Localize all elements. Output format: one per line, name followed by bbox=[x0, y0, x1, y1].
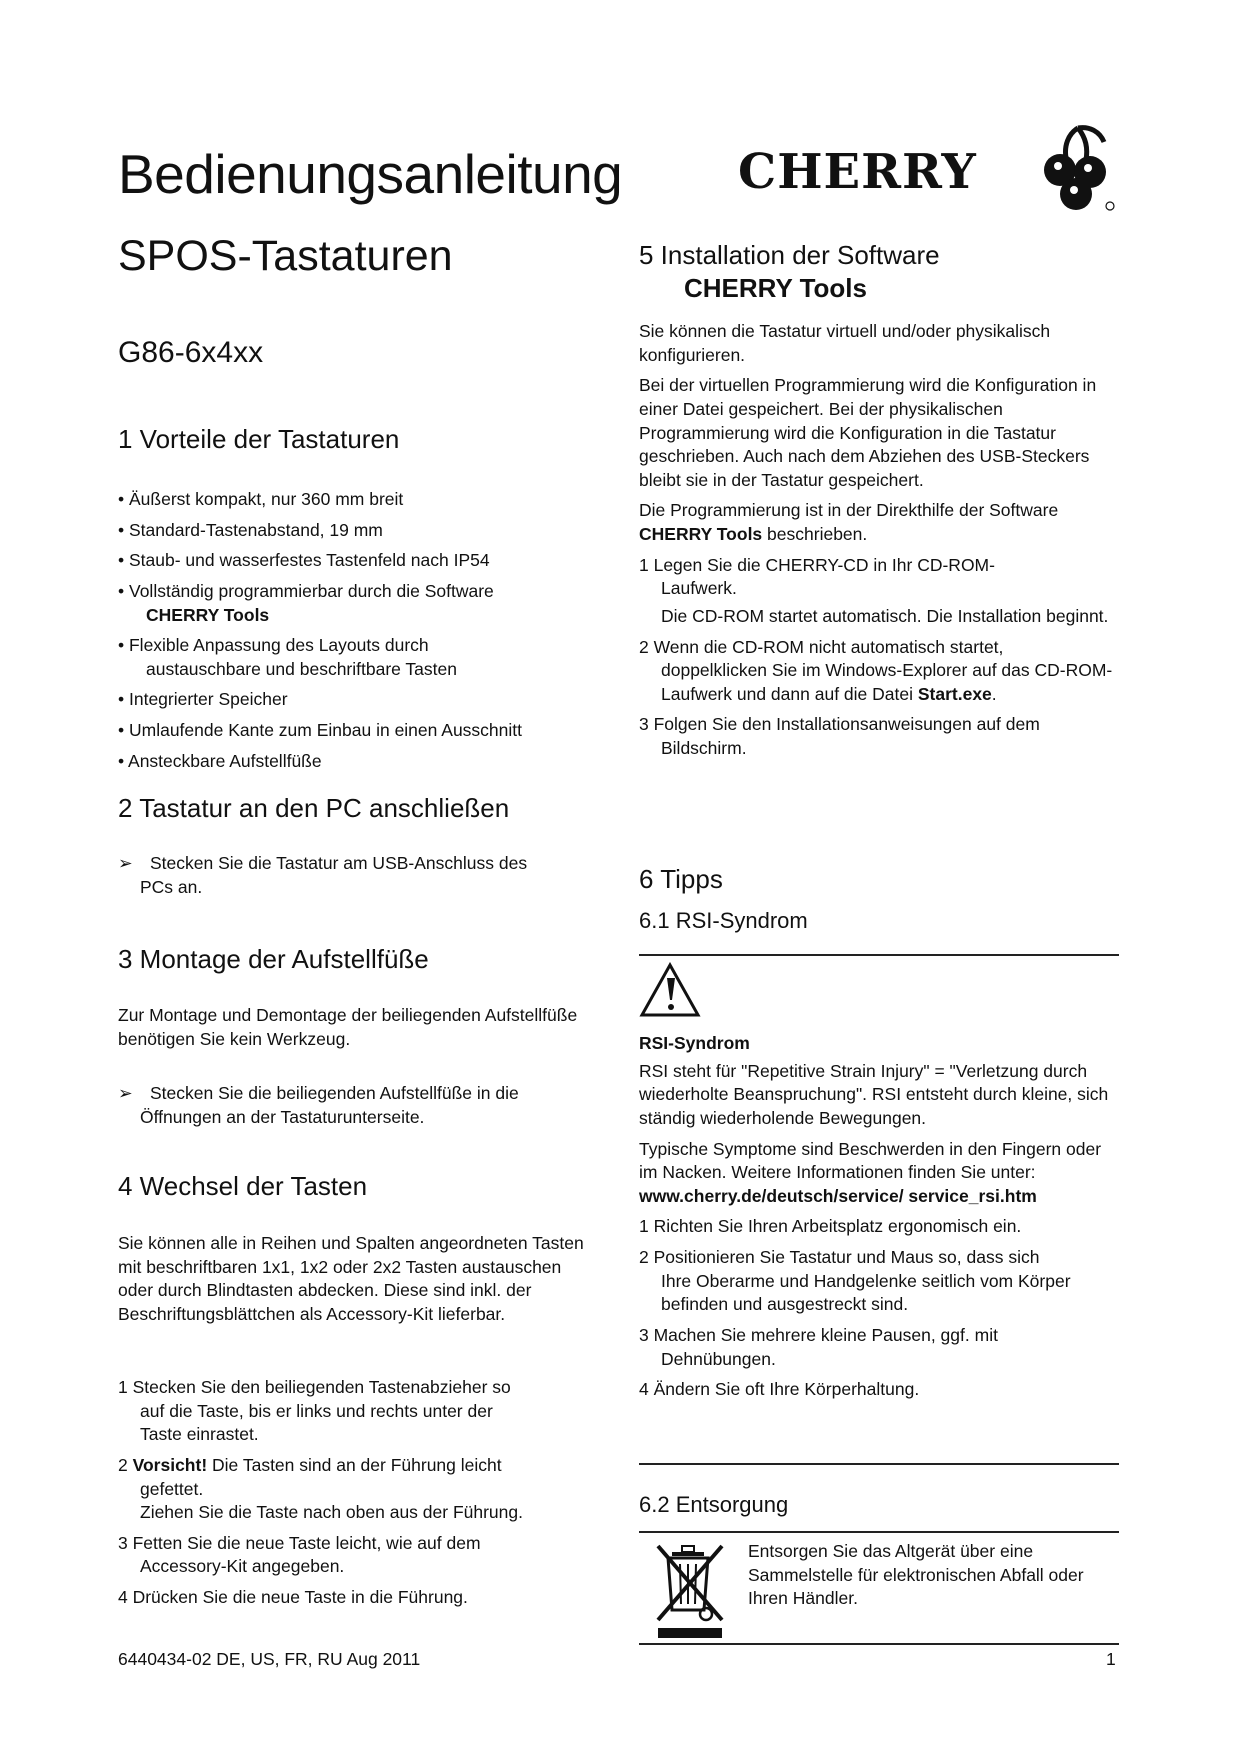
section6-1-heading: 6.1 RSI-Syndrom bbox=[639, 908, 808, 933]
model-number: G86-6x4xx bbox=[118, 336, 264, 369]
weee-bin-icon bbox=[652, 1538, 730, 1642]
section5-body: Sie können die Tastatur virtuell und/oder physikalisch konfigurieren. Bei der virtuellen Programmierung wird die Konfiguration in einer Datei gespeichert. Bei der physikalischen Programmierung wird die Konfiguration in die Tastatur geschrieben. Auch nach dem Abziehen des USB-Steckers bleibt sie in der Tastatur gespeichert. Die Programmierung ist in der Direkthilfe der Software CHERRY Tools beschrieben. 1 Legen Sie die CHERRY-CD in Ihr CD-ROM- Laufwerk. Die CD-ROM startet automatisch. Die Installation beginnt. 2 Wenn die CD-ROM nicht automatisch startet, doppelklicken Sie im Windows-Explorer auf das CD-ROM-Laufwerk und dann auf die Datei Start.exe. 3 Folgen Sie den Installationsanweisungen auf dem Bildschirm. bbox=[639, 321, 1113, 758]
section5-heading: 5 Installation der Software CHERRY Tools bbox=[639, 240, 940, 303]
list-item: • Ansteckbare Aufstellfüße bbox=[118, 750, 322, 771]
list-item: • Staub- und wasserfestes Tastenfeld nach IP54 bbox=[118, 550, 490, 571]
section1-bullets bbox=[118, 488, 598, 780]
list-item: • Flexible Anpassung des Layouts durch bbox=[118, 635, 429, 656]
list-item: • Umlaufende Kante zum Einbau in einen Ausschnitt bbox=[118, 720, 523, 740]
arrow-icon: ➢ bbox=[118, 853, 133, 873]
section6-1-body: RSI-Syndrom RSI steht für "Repetitive Strain Injury" = "Verletzung durch wiederholte Beanspruchung". RSI entsteht durch kleine, sich ständig wiederholende Bewegungen. Typische Symptome sind Beschwerden in den Fingern oder im Nacken. Weitere Informationen finden Sie unter: www.cherry.de/deutsch/service/ service_rsi.htm 1 Richten Sie Ihren Arbeitsplatz ergonomisch ein. 2 Positionieren Sie Tastatur und Maus so, dass sich Ihre Oberarme und Handgelenke seitlich vom Körper befinden und ausgestreckt sind. 3 Machen Sie mehrere kleine Pausen, ggf. mit Dehnübungen. 4 Ändern Sie oft Ihre Körperhaltung. bbox=[639, 1033, 1109, 1400]
page-number: 1 bbox=[1106, 1649, 1116, 1669]
section3-intro: Zur Montage und Demontage der beiliegenden Aufstellfüße benötigen Sie kein Werkzeug. bbox=[118, 1005, 578, 1049]
divider bbox=[639, 1463, 1119, 1465]
section1-heading: 1 Vorteile der Tastaturen bbox=[118, 424, 400, 454]
section6-heading: 6 Tipps bbox=[639, 864, 723, 894]
warning-icon bbox=[639, 962, 701, 1018]
product-line: SPOS-Tastaturen bbox=[118, 232, 453, 280]
section2-step: ➢ Stecken Sie die Tastatur am USB-Anschluss des PCs an. bbox=[118, 853, 528, 897]
list-item: • Integrierter Speicher bbox=[118, 689, 288, 710]
section6-2-heading: 6.2 Entsorgung bbox=[639, 1492, 789, 1517]
section4-heading: 4 Wechsel der Tasten bbox=[118, 1171, 368, 1201]
arrow-icon: ➢ bbox=[118, 1083, 133, 1103]
list-item: • Äußerst kompakt, nur 360 mm breit bbox=[118, 489, 404, 509]
page-title: Bedienungsanleitung bbox=[118, 143, 623, 205]
section4-intro: Sie können alle in Reihen und Spalten angeordneten Tasten mit beschriftbaren 1x1, 1x2 oder 2x2 Tasten austauschen oder durch Blindtasten abdecken. Diese sind inkl. der Beschriftungsblättchen als Accessory-Kit lieferbar. bbox=[118, 1233, 584, 1324]
section3-heading: 3 Montage der Aufstellfüße bbox=[118, 944, 429, 974]
brand-name: CHERRY bbox=[738, 144, 977, 200]
list-item: • Standard-Tastenabstand, 19 mm bbox=[118, 519, 383, 540]
section4-steps: 1 Stecken Sie den beiliegenden Tastenabzieher so auf die Taste, bis er links und rechts unter der Taste einrastet. 2 Vorsicht! Die Tasten sind an der Führung leicht gefettet. Ziehen Sie die Taste nach oben aus der Führung. 3 Fetten Sie die neue Taste leicht, wie auf dem Accessory-Kit angegeben. 4 Drücken Sie die neue Taste in die Führung. bbox=[118, 1377, 523, 1607]
list-item-cont: CHERRY Tools bbox=[146, 604, 270, 625]
document-id: 6440434-02 DE, US, FR, RU Aug 2011 bbox=[118, 1649, 421, 1669]
cherry-logo bbox=[738, 124, 1118, 214]
divider bbox=[639, 954, 1119, 956]
divider bbox=[639, 1531, 1119, 1533]
list-item: • Vollständig programmierbar durch die Software bbox=[118, 580, 494, 601]
list-item-cont: austauschbare und beschriftbare Tasten bbox=[146, 658, 457, 679]
section3-step: ➢ Stecken Sie die beiliegenden Aufstellfüße in die Öffnungen an der Tastaturunterseite. bbox=[118, 1083, 519, 1127]
disposal-text: Entsorgen Sie das Altgerät über eine Sammelstelle für elektronischen Abfall oder Ihren Händler. bbox=[748, 1541, 1084, 1609]
section2-heading: 2 Tastatur an den PC anschließen bbox=[118, 793, 510, 823]
divider bbox=[639, 1643, 1119, 1645]
cherry-icon bbox=[1038, 124, 1118, 216]
